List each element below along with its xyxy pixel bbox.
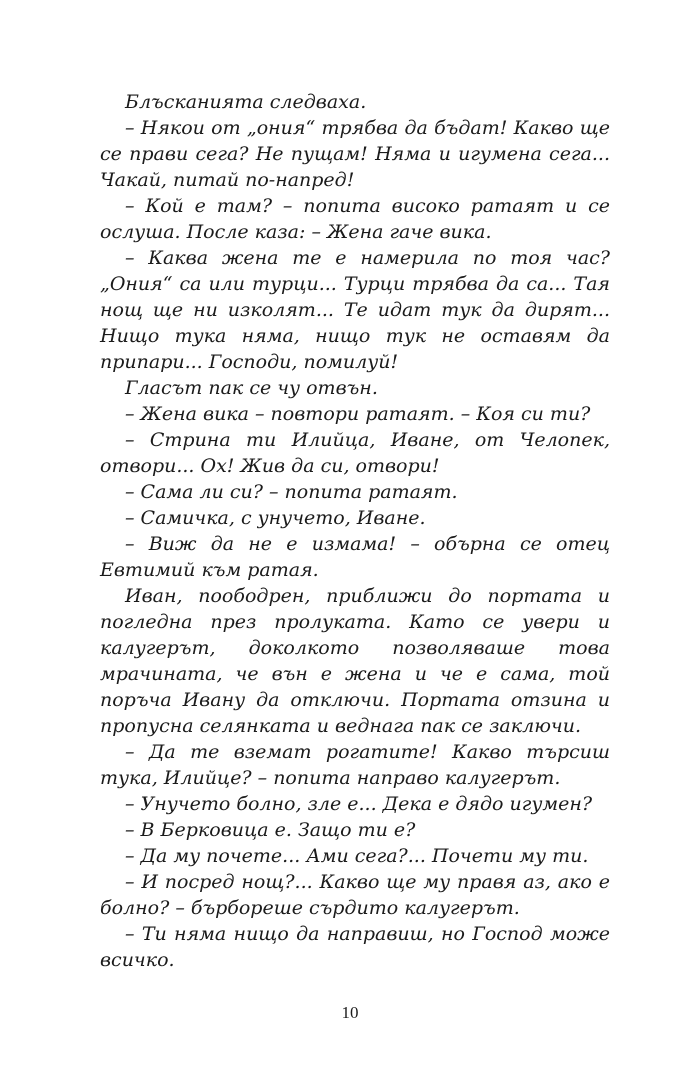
paragraph: – И посред нощ?... Какво ще му правя аз, ако е болно? – бърбореше сърдито калугерът. [100,871,610,919]
page-number: 10 [341,1003,359,1022]
paragraph: – Сама ли си? – попита ратаят. [125,481,458,503]
paragraph: Гласът пак се чу отвън. [125,377,378,399]
paragraph: – Виж да не е измама! – обърна се отец Евтимий към ратая. [100,533,610,581]
paragraph: – Да му почете... Ами сега?... Почети му ти. [125,845,589,867]
paragraph: – В Берковица е. Защо ти е? [125,819,416,841]
paragraph: – Кой е там? – попита високо ратаят и се ослуша. После каза: – Жена гаче вика. [100,195,610,243]
paragraph: Блъсканията следваха. [125,91,367,113]
paragraph: – Да те вземат рогатите! Какво търсиш тука, Илийце? – попита направо калугерът. [100,741,610,789]
paragraph: – Ти няма нищо да направиш, но Господ може всичко. [100,923,610,971]
paragraph: Иван, поободрен, приближи до портата и погледна през пролуката. Като се увери и калугерът, доколкото позволяваше това мрачината, че вън е жена и че е сама, той поръча Ивану да отключи. Портата отзина и пропусна селянката и веднага пак се заключи. [100,585,610,737]
paragraph: – Стрина ти Илийца, Иване, от Челопек, отвори... Ох! Жив да си, отвори! [100,429,610,477]
paragraph: – Някои от „ония“ трябва да бъдат! Какво ще се прави сега? Не пущам! Няма и игумена сега... Чакай, питай по-напред! [100,117,610,191]
paragraph: – Самичка, с унучето, Иване. [125,507,426,529]
paragraph: – Жена вика – повтори ратаят. – Коя си ти? [125,403,591,425]
paragraph: – Унучето болно, зле е... Дека е дядо игумен? [125,793,593,815]
paragraph: – Каква жена те е намерила по тоя час? „Ония“ са или турци... Турци трябва да са... Тая нощ ще ни изколят... Те идат тук да дирят... Нищо тука няма, нищо тук не оставям да припари... Господи, помилуй! [100,247,610,373]
body-text [100,89,610,973]
